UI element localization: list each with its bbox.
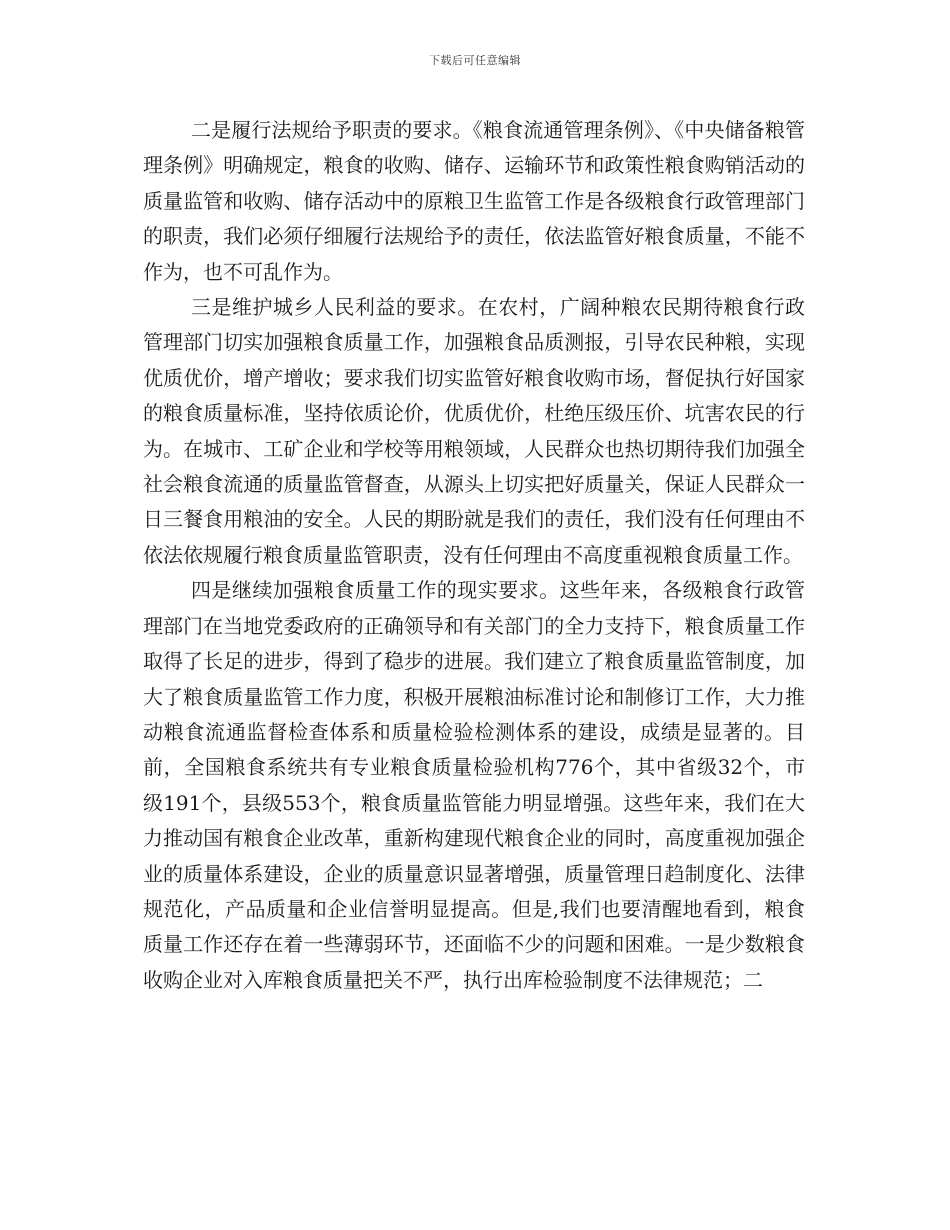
paragraph-4: 四是继续加强粮食质量工作的现实要求。这些年来，各级粮食行政管理部门在当地党委政府的正确领导和有关部门的全力支持下，粮食质量工作取得了长足的进步，得到了稳步的进展。我们建立了粮食质量监管制度，加大了粮食质量监管工作力度，积极开展粮油标准讨论和制修订工作，大力推动粮食流通监督检查体系和质量检验检测体系的建设，成绩是显著的。目前，全国粮食系统共有专业粮食质量检验机构776个，其中省级32个，市级191个，县级553个，粮食质量监管能力明显增强。这些年来，我们在大力推动国有粮食企业改革，重新构建现代粮食企业的同时，高度重视加强企业的质量体系建设，企业的质量意识显著增强，质量管理日趋制度化、法律规范化，产品质量和企业信誉明显提高。但是,我们也要清醒地看到，粮食质量工作还存在着一些薄弱环节，还面临不少的问题和困难。一是少数粮食收购企业对入库粮食质量把关不严，执行出库检验制度不法律规范；二 <box>143 578 805 992</box>
paragraph-2: 二是履行法规给予职责的要求。《粮食流通管理条例》、《中央储备粮管理条例》明确规定，粮食的收购、储存、运输环节和政策性粮食购销活动的质量监管和收购、储存活动中的原粮卫生监管工作是各级粮食行政管理部门的职责，我们必须仔细履行法规给予的责任，依法监管好粮食质量，不能不作为，也不可乱作为。 <box>143 118 805 284</box>
paragraph-3: 三是维护城乡人民利益的要求。在农村，广阔种粮农民期待粮食行政管理部门切实加强粮食质量工作，加强粮食品质测报，引导农民种粮，实现优质优价，增产增收；要求我们切实监管好粮食收购市场，督促执行好国家的粮食质量标准，坚持依质论价，优质优价，杜绝压级压价、坑害农民的行为。在城市、工矿企业和学校等用粮领域，人民群众也热切期待我们加强全社会粮食流通的质量监管督查，从源头上切实把好质量关，保证人民群众一日三餐食用粮油的安全。人民的期盼就是我们的责任，我们没有任何理由不依法依规履行粮食质量监管职责，没有任何理由不高度重视粮食质量工作。 <box>143 295 805 567</box>
document-body <box>143 113 805 998</box>
page-header: 下载后可任意编辑 <box>429 54 521 67</box>
